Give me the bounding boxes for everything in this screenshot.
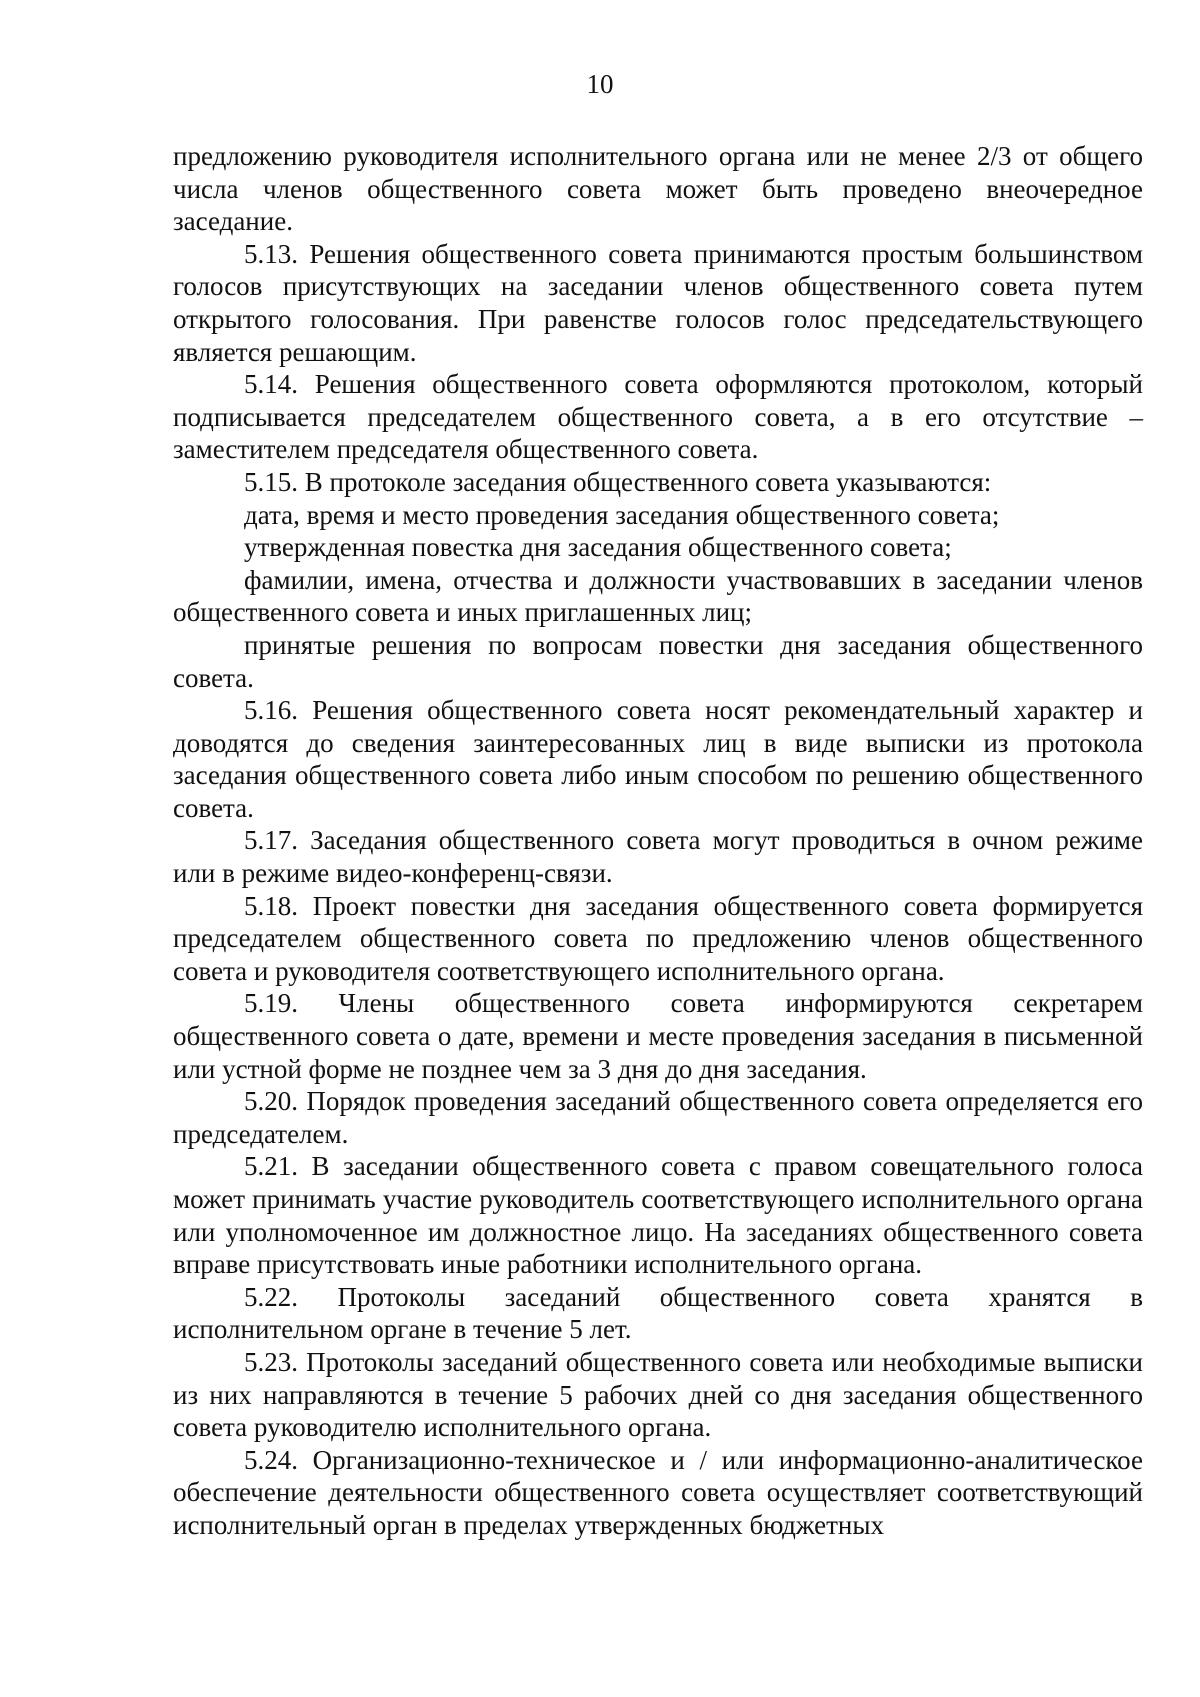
- paragraph-5-23: 5.23. Протоколы заседаний общественного совета или необходимые выписки из них направляются в течение 5 рабочих дней со дня заседания общественного совета руководителю исполнительного органа.: [173, 1346, 1143, 1443]
- paragraph-5-21: 5.21. В заседании общественного совета с правом совещательного голоса может принимать участие руководитель соответствующего исполнительного органа или уполномоченное им должностное лицо. На заседаниях общественного совета вправе присутствовать иные работники исполнительного органа.: [173, 1151, 1143, 1280]
- paragraph-5-15-item-4: принятые решения по вопросам повестки дня заседания общественного совета.: [173, 629, 1143, 693]
- paragraph-5-13: 5.13. Решения общественного совета принимаются простым большинством голосов присутствующих на заседании членов общественного совета путем открытого голосования. При равенстве голосов голос председательствующего является решающим.: [173, 238, 1143, 367]
- paragraph-continuation: предложению руководителя исполнительного органа или не менее 2/3 от общего числа членов общественного совета может быть проведено внеочередное заседание.: [173, 141, 1143, 237]
- paragraph-5-19: 5.19. Члены общественного совета информируются секретарем общественного совета о дате, времени и месте проведения заседания в письменной или устной форме не позднее чем за 3 дня до дня заседания.: [173, 988, 1143, 1084]
- paragraph-5-15-item-2: утвержденная повестка дня заседания общественного совета;: [244, 532, 952, 563]
- paragraph-5-22: 5.22. Протоколы заседаний общественного совета хранятся в исполнительном органе в течение 5 лет.: [173, 1281, 1143, 1345]
- paragraph-5-15-item-1: дата, время и место проведения заседания общественного совета;: [244, 499, 1000, 530]
- paragraph-5-17: 5.17. Заседания общественного совета могут проводиться в очном режиме или в режиме видео-конференц-связи.: [173, 825, 1143, 889]
- paragraph-5-18: 5.18. Проект повестки дня заседания общественного совета формируется председателем общественного совета по предложению членов общественного совета и руководителя соответствующего исполнительного органа.: [173, 890, 1143, 986]
- paragraph-5-20: 5.20. Порядок проведения заседаний общественного совета определяется его председателем.: [173, 1086, 1143, 1149]
- paragraph-5-14: 5.14. Решения общественного совета оформляются протоколом, который подписывается председателем общественного совета, а в его отсутствие – заместителем председателя общественного совета.: [173, 369, 1143, 465]
- paragraph-5-16: 5.16. Решения общественного совета носят рекомендательный характер и доводятся до сведения заинтересованных лиц в виде выписки из протокола заседания общественного совета либо иным способом по решению общественного совета.: [173, 695, 1143, 823]
- paragraph-5-15-item-3: фамилии, имена, отчества и должности участвовавших в заседании членов общественного совета и иных приглашенных лиц;: [173, 564, 1143, 628]
- page-number: 10: [586, 69, 614, 99]
- document-body: [173, 140, 1143, 1542]
- paragraph-5-24: 5.24. Организационно-техническое и / или информационно-аналитическое обеспечение деятельности общественного совета осуществляет соответствующий исполнительный орган в пределах утвержденных бюджетных: [173, 1444, 1143, 1540]
- paragraph-5-15: 5.15. В протоколе заседания общественного совета указываются:: [244, 466, 992, 497]
